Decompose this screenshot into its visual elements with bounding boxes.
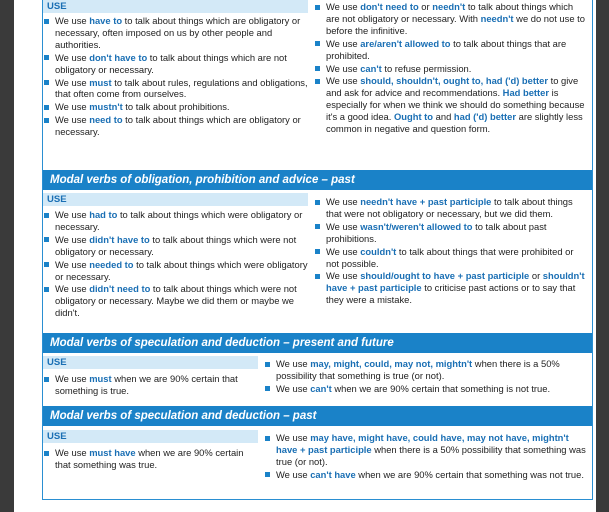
item-text: We use [55, 283, 90, 295]
use-label-3: USE [43, 356, 258, 369]
highlight-term: couldn't [360, 245, 397, 257]
highlight-term: Had better [502, 87, 550, 99]
list-item [43, 77, 313, 101]
highlight-term: had to [89, 209, 118, 220]
item-text: when we are 90% certain that something is not true. [331, 382, 551, 394]
section-title-obligation-past: Modal verbs of obligation, prohibition and advice – past [43, 170, 592, 190]
list-item [43, 373, 258, 397]
item-text: and [433, 111, 454, 123]
item-text: We use [326, 245, 361, 257]
list-item [314, 38, 586, 62]
highlight-term: needn't have + past participle [360, 196, 492, 207]
s4-right-list [264, 432, 589, 482]
item-text: We use [55, 209, 90, 220]
list-item [43, 447, 258, 471]
highlight-term: are/aren't allowed to [360, 37, 451, 49]
list-item [314, 63, 586, 75]
section-title-speculation-present: Modal verbs of speculation and deduction – present and future [43, 333, 592, 353]
highlight-term: had ('d) better [453, 111, 517, 123]
highlight-term: shouldn't have + past participle [326, 270, 585, 294]
s2-right-list [314, 196, 586, 307]
item-text: We use [55, 258, 90, 270]
item-text: to talk about things that were prohibited or not possible. [326, 245, 574, 269]
use-label-4: USE [43, 430, 258, 443]
item-text: to talk about past prohibitions. [326, 220, 547, 244]
highlight-term: needn't [432, 1, 466, 12]
item-text: We use [326, 196, 361, 207]
s1-left-list [43, 15, 313, 139]
item-text: is especially for when we think we should do something because it's a good idea. [326, 87, 585, 123]
highlight-term: can't [310, 382, 332, 394]
item-text: to talk about things which are obligatory or necessary. [55, 114, 301, 138]
item-text: to talk about rules, regulations and obligations, that often come from ourselves. [55, 76, 308, 100]
highlight-term: need to [89, 114, 123, 126]
item-text: to talk about things that are prohibited. [326, 37, 567, 61]
item-text: to talk about things which are not obligatory or necessary. With [326, 1, 574, 24]
item-text: to criticise past actions or to say that they were a mistake. [326, 282, 576, 306]
highlight-term: should/ought to have + past participle [360, 270, 530, 282]
list-item [264, 469, 589, 481]
item-text: to refuse permission. [381, 62, 472, 74]
list-item [314, 246, 586, 270]
item-text: We use [55, 15, 90, 26]
highlight-term: must [89, 76, 112, 88]
list-item [43, 259, 313, 283]
s3-right-list [264, 358, 589, 396]
item-text: We use [326, 37, 361, 49]
item-text: when there is a 50% possibility that something was true (or not). [276, 443, 586, 467]
highlight-term: should, shouldn't, ought to, had ('d) better [360, 75, 548, 87]
list-item [314, 75, 586, 135]
highlight-term: needn't [480, 12, 514, 24]
item-text: to talk about prohibitions. [122, 101, 230, 113]
item-text: We use [276, 468, 311, 480]
item-text: We use [55, 101, 90, 113]
highlight-term: didn't need to [89, 283, 151, 295]
item-text: We use [55, 373, 90, 384]
item-text: to talk about things that were not obligatory or necessary, but we did them. [326, 196, 573, 219]
list-item [43, 52, 313, 76]
item-text: or [529, 270, 543, 282]
highlight-term: must have [89, 447, 136, 458]
item-text: We use [326, 270, 361, 282]
list-item [43, 114, 313, 138]
item-text: We use [326, 62, 361, 74]
list-item [264, 383, 589, 395]
section-title-speculation-past: Modal verbs of speculation and deduction – past [43, 406, 592, 426]
highlight-term: have to [89, 15, 123, 26]
highlight-term: mustn't [89, 101, 123, 113]
use-label-2: USE [43, 193, 308, 206]
item-text: we do not use to before the infinitive. [326, 12, 585, 36]
highlight-term: can't have [310, 468, 356, 480]
highlight-term: don't have to [89, 51, 148, 63]
list-item [43, 209, 313, 233]
item-text: We use [55, 51, 90, 63]
item-text: when we are 90% certain that something was true. [55, 447, 244, 470]
list-item [314, 221, 586, 245]
highlight-term: Ought to [393, 111, 434, 123]
list-item [43, 283, 313, 319]
highlight-term: don't need to [360, 1, 419, 12]
item-text: to talk about things which were not obligatory or necessary. [55, 233, 297, 257]
item-text: to talk about things which are not obligatory or necessary. [55, 51, 287, 75]
item-text: are slightly less common in negative and question form. [326, 111, 583, 135]
s2-left-list [43, 209, 313, 320]
item-text: to talk about things which were obligatory or necessary. [55, 258, 308, 282]
item-text: We use [326, 1, 361, 12]
item-text: to give and ask for advice and recommendations. [326, 75, 579, 99]
item-text: to talk about things which were not obligatory or necessary. Maybe we did them or maybe we didn't. [55, 283, 297, 319]
item-text: We use [276, 432, 311, 443]
s3-left-list [43, 373, 258, 398]
item-text: when we are 90% certain that something is true. [55, 373, 238, 396]
list-item [43, 234, 313, 258]
list-item [43, 101, 313, 113]
item-text: when there is a 50% possibility that something is true (or not). [276, 358, 560, 381]
highlight-term: must [89, 373, 112, 384]
item-text: We use [326, 220, 361, 232]
item-text: We use [55, 114, 90, 126]
highlight-term: can't [360, 62, 382, 74]
item-text: to talk about things which were obligatory or necessary. [55, 209, 303, 232]
highlight-term: needed to [89, 258, 134, 270]
item-text: to talk about things which are obligatory or necessary, often imposed on us by other people and authorities. [55, 15, 301, 50]
highlight-term: wasn't/weren't allowed to [360, 220, 473, 232]
item-text: We use [55, 76, 90, 88]
s1-right-list [314, 1, 586, 136]
highlight-term: didn't have to [89, 233, 150, 245]
highlight-term: may have, might have, could have, may not have, mightn't have + past participle [276, 432, 569, 455]
item-text: or [418, 1, 433, 12]
list-item [314, 1, 586, 37]
list-item [314, 196, 586, 220]
s4-left-list [43, 447, 258, 472]
highlight-term: may, might, could, may not, mightn't [310, 358, 473, 369]
item-text: We use [276, 358, 311, 369]
item-text: We use [55, 447, 90, 458]
list-item [314, 270, 586, 306]
use-label-1: USE [43, 0, 308, 13]
item-text: when we are 90% certain that something was not true. [355, 468, 584, 480]
list-item [43, 15, 313, 51]
item-text: We use [326, 75, 361, 87]
item-text: We use [55, 233, 90, 245]
grammar-page [14, 0, 596, 512]
list-item [264, 358, 589, 382]
item-text: We use [276, 382, 311, 394]
list-item [264, 432, 589, 468]
